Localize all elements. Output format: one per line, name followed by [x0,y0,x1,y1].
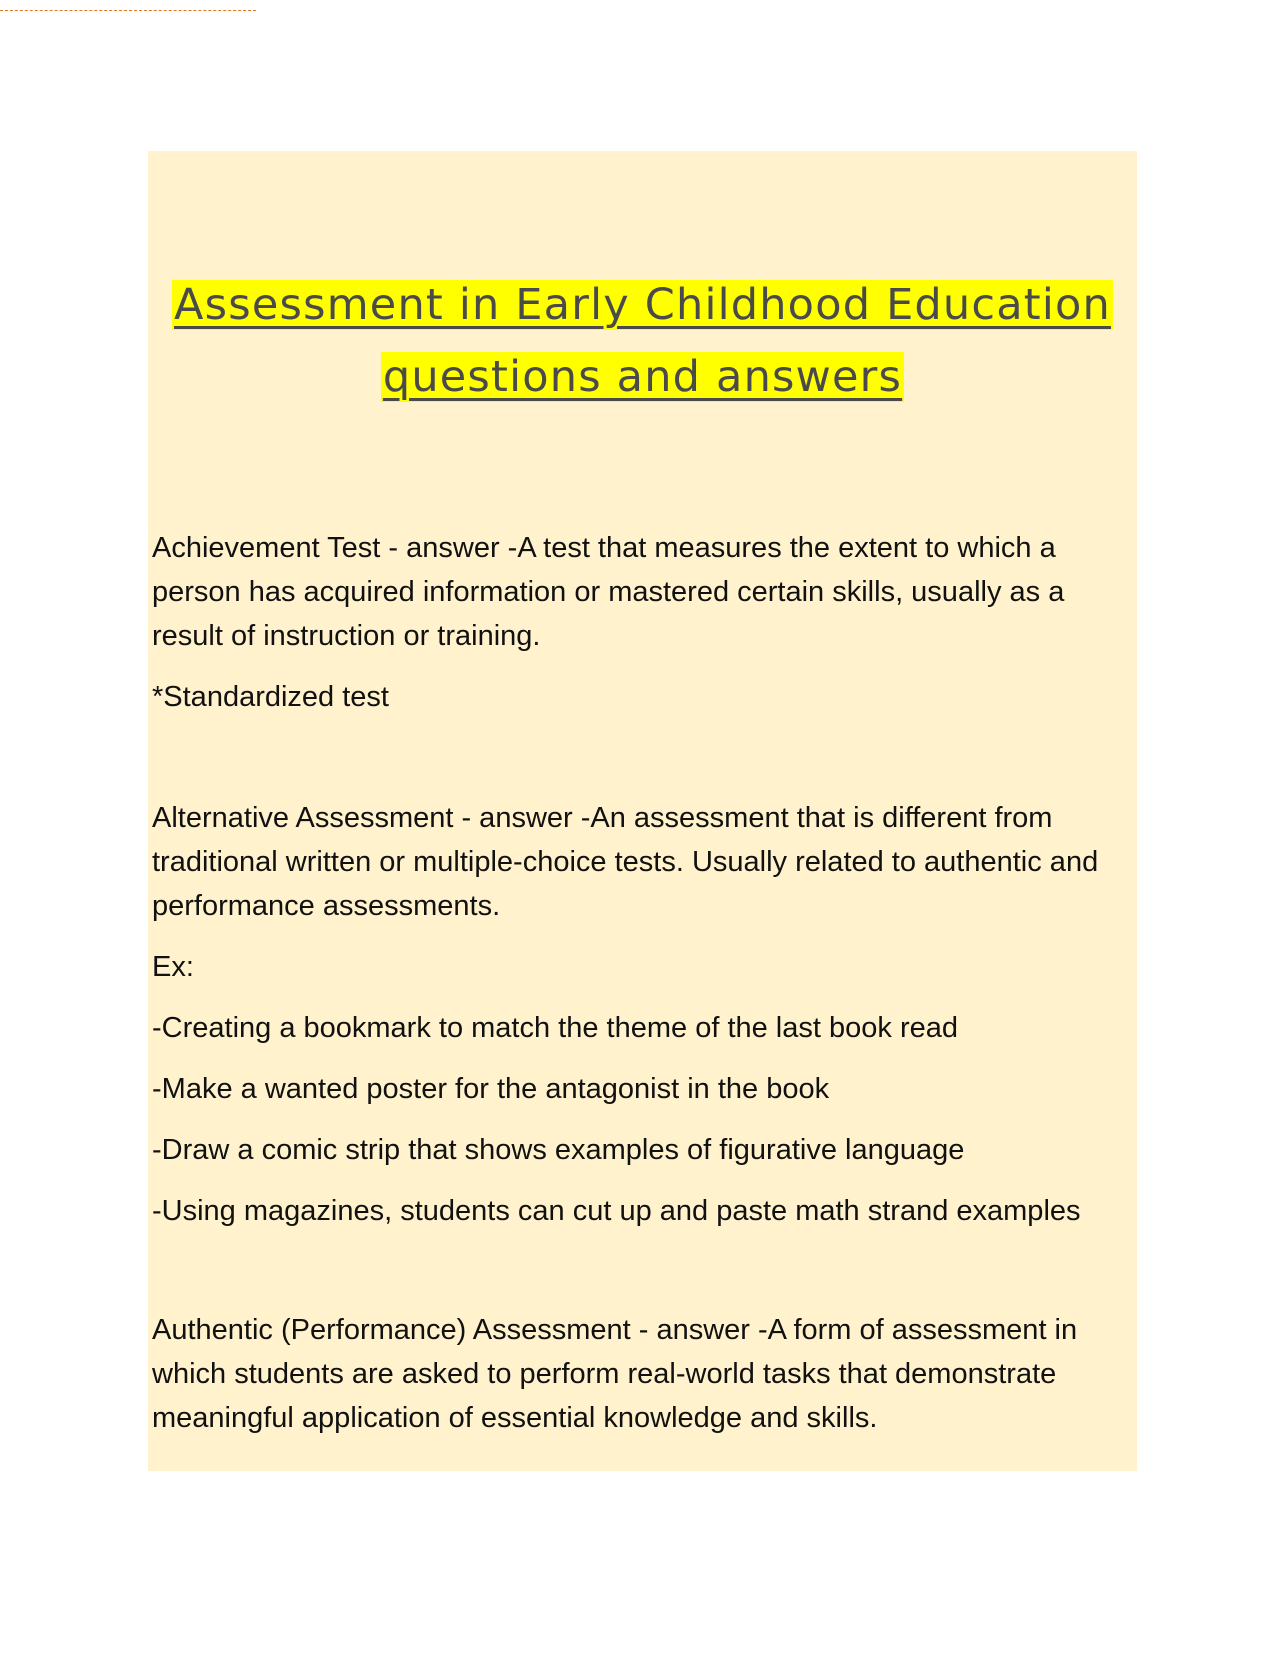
qa-entry-note: *Standardized test [152,681,389,713]
qa-entry-alternative-assessment [152,796,1132,1233]
document-title [148,269,1137,413]
qa-entry-example-item: -Make a wanted poster for the antagonist in the book [152,1073,830,1105]
top-dashed-rule [0,10,256,11]
document-page [148,151,1137,1471]
qa-entry-text: Achievement Test - answer -A test that measures the extent to which a person has acquired information or mastered certain skills, usually as a result of instruction or training. [152,532,1065,652]
qa-entry-text: Alternative Assessment - answer -An assessment that is different from traditional written or multiple-choice tests. Usually related to authentic and performance assessments. [152,802,1099,922]
title-line-1: Assessment in Early Childhood Education [174,280,1111,330]
qa-entry-authentic-assessment [152,1308,1132,1440]
qa-entry-achievement-test [152,526,1132,719]
qa-entry-example-label: Ex: [152,951,194,983]
qa-entry-example-item: -Draw a comic strip that shows examples of figurative language [152,1134,965,1166]
qa-entry-example-item: -Creating a bookmark to match the theme of the last book read [152,1012,958,1044]
qa-entry-text: Authentic (Performance) Assessment - answer -A form of assessment in which students are asked to perform real-world tasks that demonstrate meaningful application of essential knowledge and skills. [152,1314,1078,1434]
qa-entry-example-item: -Using magazines, students can cut up and paste math strand examples [152,1195,1081,1227]
title-line-2: questions and answers [382,352,903,402]
